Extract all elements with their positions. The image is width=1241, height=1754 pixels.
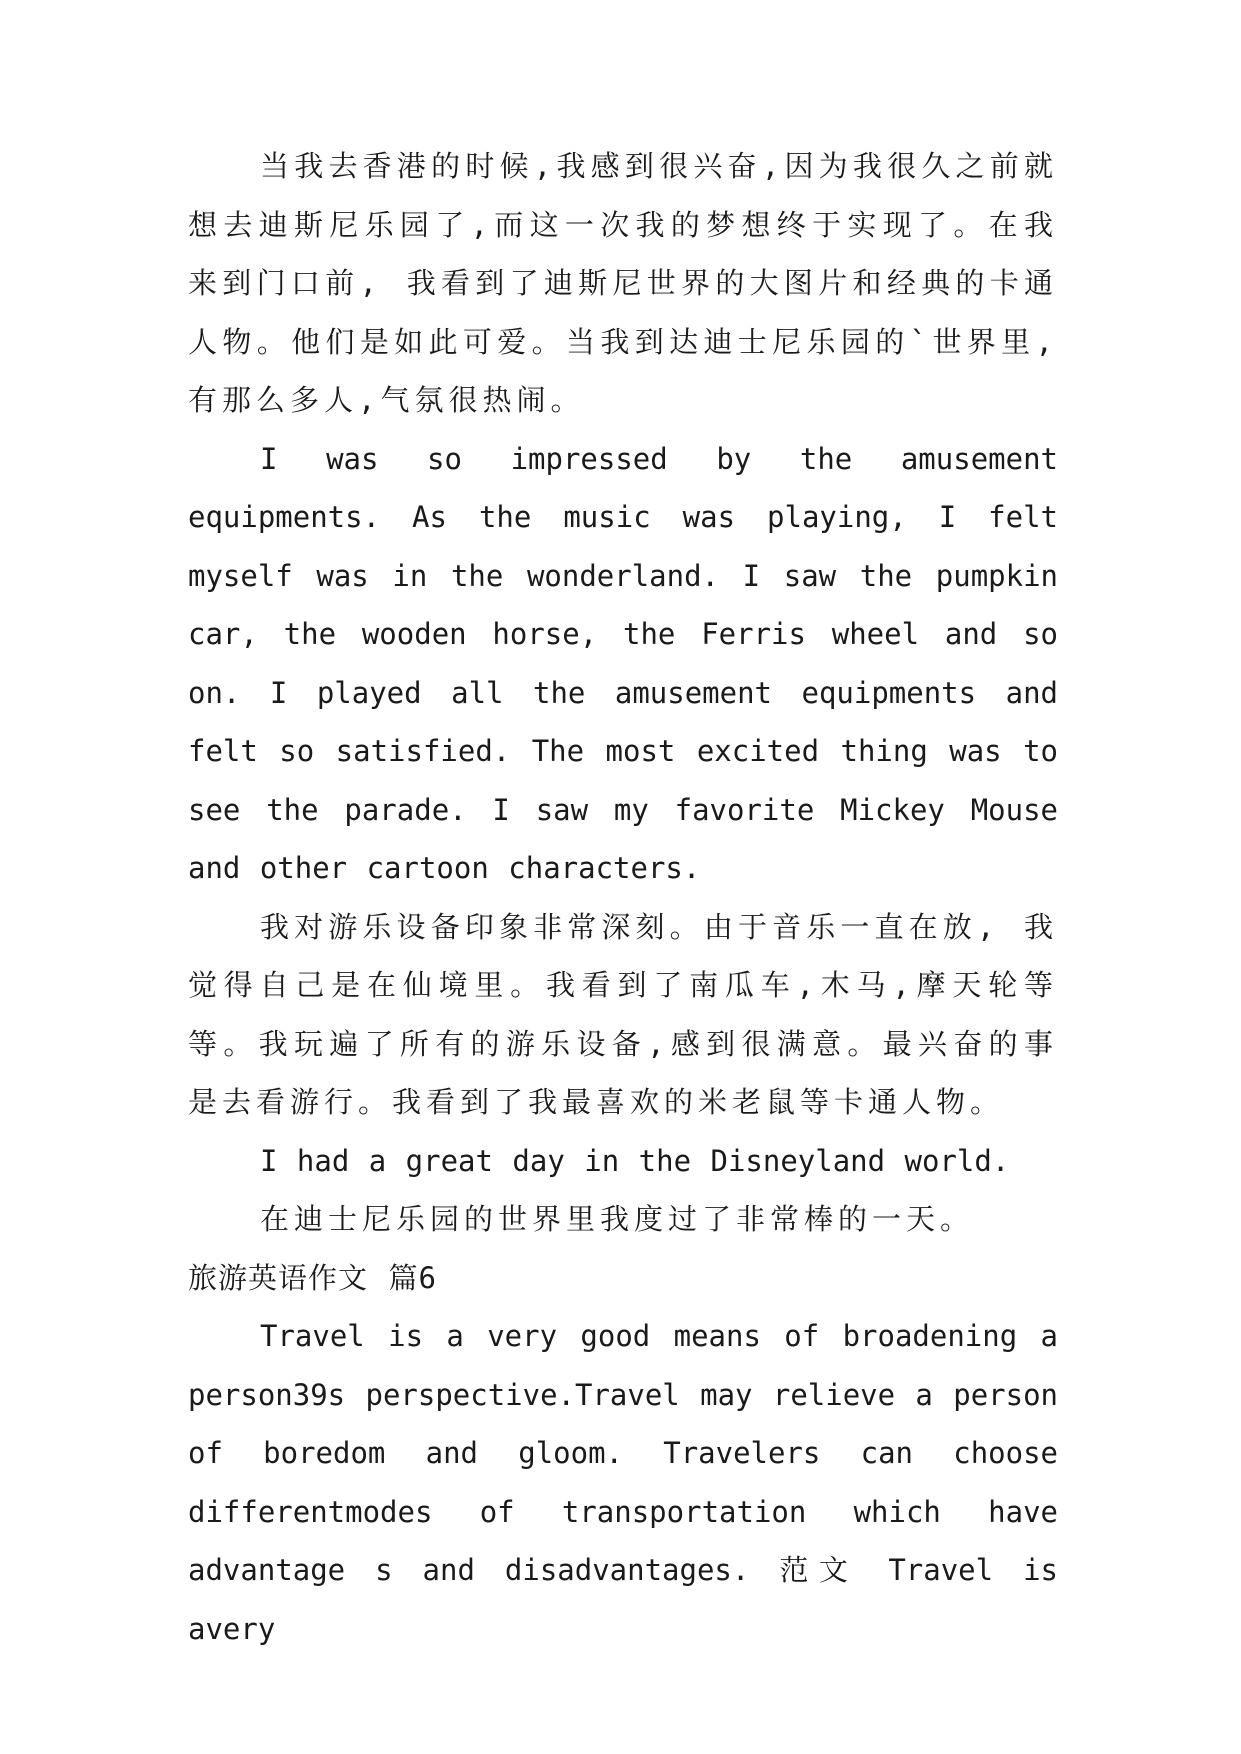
paragraph-great-day-cn: 在迪士尼乐园的世界里我度过了非常棒的一天。 (260, 1202, 975, 1236)
document-body (188, 137, 1058, 1658)
section-heading: 旅游英语作文 篇6 (188, 1260, 437, 1295)
paragraph-hongkong-cn: 当我去香港的时候,我感到很兴奋,因为我很久之前就想去迪斯尼乐园了,而这一次我的梦想终于实现了。在我来到门口前, 我看到了迪斯尼世界的大图片和经典的卡通人物。他们是如此可爱。当我到达迪士尼乐园的`世界里,有那么多人,气氛很热闹。 (188, 149, 1058, 417)
paragraph-amusement-cn: 我对游乐设备印象非常深刻。由于音乐一直在放, 我觉得自己是在仙境里。我看到了南瓜车,木马,摩天轮等等。我玩遍了所有的游乐设备,感到很满意。最兴奋的事是去看游行。我看到了我最喜欢的米老鼠等卡通人物。 (188, 909, 1058, 1119)
paragraph-great-day-en: I had a great day in the Disneyland world. (260, 1143, 1010, 1178)
paragraph-amusement-en: I was so impressed by the amusement equipments. As the music was playing, I felt myself was in the wonderland. I saw the pumpkin car, the wooden horse, the Ferris wheel and so on. I played all the amusement equipments and felt so satisfied. The most excited thing was to see the parade. I saw my favorite Mickey Mouse and other cartoon characters. (188, 441, 1058, 885)
paragraph-travel-en: Travel is a very good means of broadening a person39s perspective.Travel may relieve a person of boredom and gloom. Travelers can choose differentmodes of transportation which have advantage s and disadvantages. 范文 Travel is avery (188, 1319, 1058, 1646)
